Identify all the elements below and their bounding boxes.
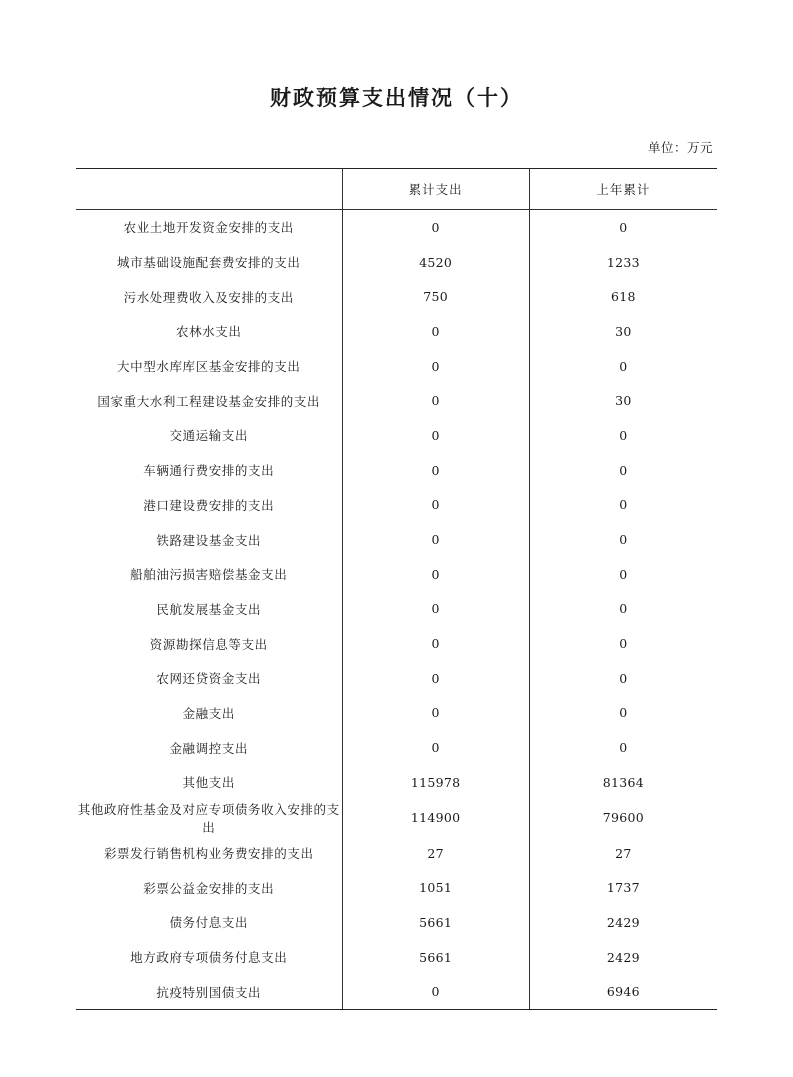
column-header-item xyxy=(76,169,342,210)
row-current-value: 0 xyxy=(342,418,529,453)
row-previous-value: 0 xyxy=(619,532,628,548)
row-item-label: 大中型水库库区基金安排的支出 xyxy=(76,349,342,384)
row-previous-value: 81364 xyxy=(602,774,644,790)
row-item-label: 污水处理费收入及安排的支出 xyxy=(76,279,342,314)
row-item-label: 抗疫特别国债支出 xyxy=(76,974,342,1009)
table-row xyxy=(76,314,717,349)
row-previous-value: 6946 xyxy=(529,974,717,1009)
row-current-value: 115978 xyxy=(342,765,529,800)
row-item-label: 港口建设费安排的支出 xyxy=(76,488,342,523)
table-row xyxy=(76,800,717,836)
row-current-value: 0 xyxy=(342,592,529,627)
row-item-label: 债务付息支出 xyxy=(76,905,342,940)
row-current-value: 0 xyxy=(342,349,529,384)
row-current-value: 750 xyxy=(342,279,529,314)
table-row xyxy=(76,349,717,384)
row-item-label: 金融调控支出 xyxy=(76,730,342,765)
row-current-value: 4520 xyxy=(342,245,529,280)
row-current-value: 0 xyxy=(342,974,529,1009)
row-item-label: 资源勘探信息等支出 xyxy=(76,626,342,661)
row-previous-value: 618 xyxy=(610,289,636,305)
row-item-label: 其他政府性基金及对应专项债务收入安排的支出 xyxy=(76,800,342,836)
row-item-label: 其他支出 xyxy=(76,765,342,800)
row-previous-value: 30 xyxy=(615,393,632,409)
row-item-label: 农网还贷资金支出 xyxy=(76,661,342,696)
row-item-label: 船舶油污损害赔偿基金支出 xyxy=(76,557,342,592)
table-row xyxy=(76,661,717,696)
table-row xyxy=(76,940,717,975)
row-previous-value: 0 xyxy=(619,740,628,756)
table-header-row xyxy=(76,169,717,210)
row-previous-value: 1737 xyxy=(606,880,640,896)
table-row xyxy=(76,626,717,661)
row-previous-value: 0 xyxy=(619,462,628,478)
row-previous-value: 0 xyxy=(619,705,628,721)
row-item-label: 农林水支出 xyxy=(76,314,342,349)
row-previous-value: 0 xyxy=(619,566,628,582)
table-row xyxy=(76,696,717,731)
row-current-value: 0 xyxy=(342,314,529,349)
row-previous-value: 0 xyxy=(619,427,628,443)
row-current-value: 5661 xyxy=(342,905,529,940)
row-current-value: 0 xyxy=(342,696,529,731)
row-previous-value: 1233 xyxy=(606,254,640,270)
table-row xyxy=(76,210,717,245)
row-previous-value: 79600 xyxy=(602,810,644,826)
row-current-value: 0 xyxy=(342,488,529,523)
table-row xyxy=(76,453,717,488)
row-current-value: 27 xyxy=(342,836,529,871)
row-current-value: 0 xyxy=(342,661,529,696)
table-row xyxy=(76,592,717,627)
table-row xyxy=(76,836,717,871)
row-previous-value: 0 xyxy=(619,497,628,513)
unit-note: 单位：万元 xyxy=(647,140,713,155)
row-previous-value: 27 xyxy=(615,845,632,861)
table-row xyxy=(76,870,717,905)
table-row xyxy=(76,279,717,314)
row-previous-value: 2429 xyxy=(606,949,640,965)
row-item-label: 铁路建设基金支出 xyxy=(76,522,342,557)
row-current-value: 0 xyxy=(342,730,529,765)
row-current-value: 0 xyxy=(342,557,529,592)
row-item-label: 农业土地开发资金安排的支出 xyxy=(76,210,342,245)
column-header-current: 累计支出 xyxy=(342,169,529,210)
row-item-label: 国家重大水利工程建设基金安排的支出 xyxy=(76,383,342,418)
row-item-label: 彩票发行销售机构业务费安排的支出 xyxy=(76,836,342,871)
table-row xyxy=(76,730,717,765)
row-current-value: 5661 xyxy=(342,940,529,975)
budget-expenditure-table xyxy=(76,168,717,1010)
row-previous-value: 0 xyxy=(619,219,628,235)
table-row xyxy=(76,383,717,418)
row-item-label: 车辆通行费安排的支出 xyxy=(76,453,342,488)
table-row xyxy=(76,245,717,280)
row-current-value: 1051 xyxy=(342,870,529,905)
table-row xyxy=(76,765,717,800)
row-previous-value: 2429 xyxy=(606,914,640,930)
table-body xyxy=(76,210,717,1010)
table-row xyxy=(76,905,717,940)
table-header xyxy=(76,169,717,210)
row-previous-value: 30 xyxy=(615,323,632,339)
row-current-value: 0 xyxy=(342,453,529,488)
row-previous-value: 0 xyxy=(619,358,628,374)
row-current-value: 0 xyxy=(342,210,529,245)
row-current-value: 0 xyxy=(342,383,529,418)
row-item-label: 地方政府专项债务付息支出 xyxy=(76,940,342,975)
row-item-label: 民航发展基金支出 xyxy=(76,592,342,627)
row-current-value: 0 xyxy=(342,522,529,557)
row-item-label: 彩票公益金安排的支出 xyxy=(76,870,342,905)
row-previous-value: 0 xyxy=(619,636,628,652)
row-current-value: 114900 xyxy=(342,800,529,836)
table-row xyxy=(76,974,717,1009)
row-item-label: 金融支出 xyxy=(76,696,342,731)
row-item-label: 城市基础设施配套费安排的支出 xyxy=(76,245,342,280)
page-title: 财政预算支出情况（十） xyxy=(270,85,523,110)
table-row xyxy=(76,488,717,523)
column-header-previous: 上年累计 xyxy=(529,169,717,210)
row-previous-value: 0 xyxy=(619,601,628,617)
row-current-value: 0 xyxy=(342,626,529,661)
table-row xyxy=(76,418,717,453)
row-item-label: 交通运输支出 xyxy=(76,418,342,453)
table-row xyxy=(76,557,717,592)
row-previous-value: 0 xyxy=(619,670,628,686)
table-row xyxy=(76,522,717,557)
